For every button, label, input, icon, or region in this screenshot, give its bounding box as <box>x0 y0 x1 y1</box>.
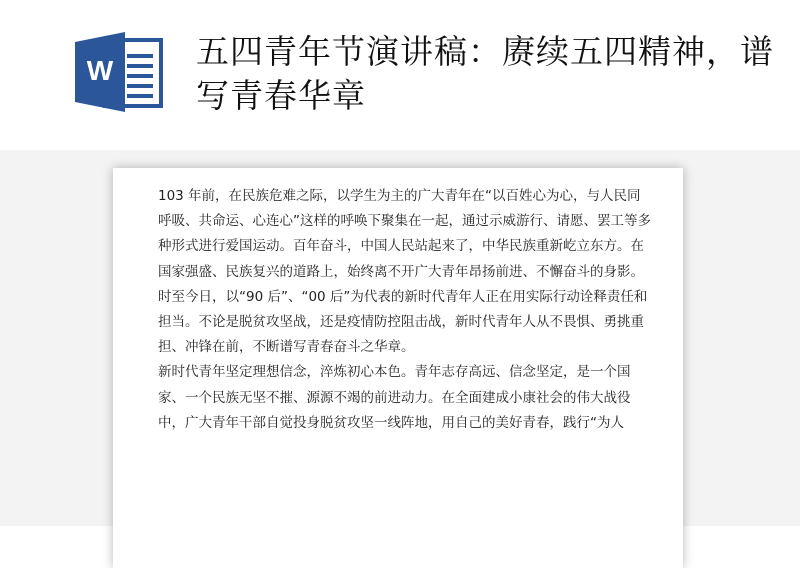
document-body <box>158 184 652 436</box>
document-page[interactable] <box>113 168 683 568</box>
word-icon-letter: W <box>86 55 114 86</box>
paragraph-2: 新时代青年坚定理想信念，淬炼初心本色。青年志存高远、信念坚定，是一个国家、一个民族无坚不摧、源源不竭的前进动力。在全面建成小康社会的伟大战役中，广大青年干部自觉投身脱贫攻坚一线阵地，用自己的美好青春，践行“为人 <box>158 364 631 431</box>
paragraph-1: 103 年前，在民族危难之际，以学生为主的广大青年在“以百姓心为心，与人民同呼吸、共命运、心连心”这样的呼唤下聚集在一起，通过示威游行、请愿、罢工等多种形式进行爱国运动。百年奋斗，中国人民站起来了，中华民族重新屹立东方。在国家强盛、民族复兴的道路上，始终离不开广大青年昂扬前进、不懈奋斗的身影。时至今日，以“90 后”、“00 后”为代表的新时代青年人正在用实际行动诠释责任和担当。不论是脱贫攻坚战，还是疫情防控阻击战，新时代青年人从不畏惧、勇挑重担、冲锋在前，不断谱写青春奋斗之华章。 <box>158 188 651 356</box>
document-title: 五四青年节演讲稿：赓续五四精神，谱写青春华章 <box>196 32 774 115</box>
header <box>0 0 800 150</box>
word-document-icon <box>75 32 165 112</box>
